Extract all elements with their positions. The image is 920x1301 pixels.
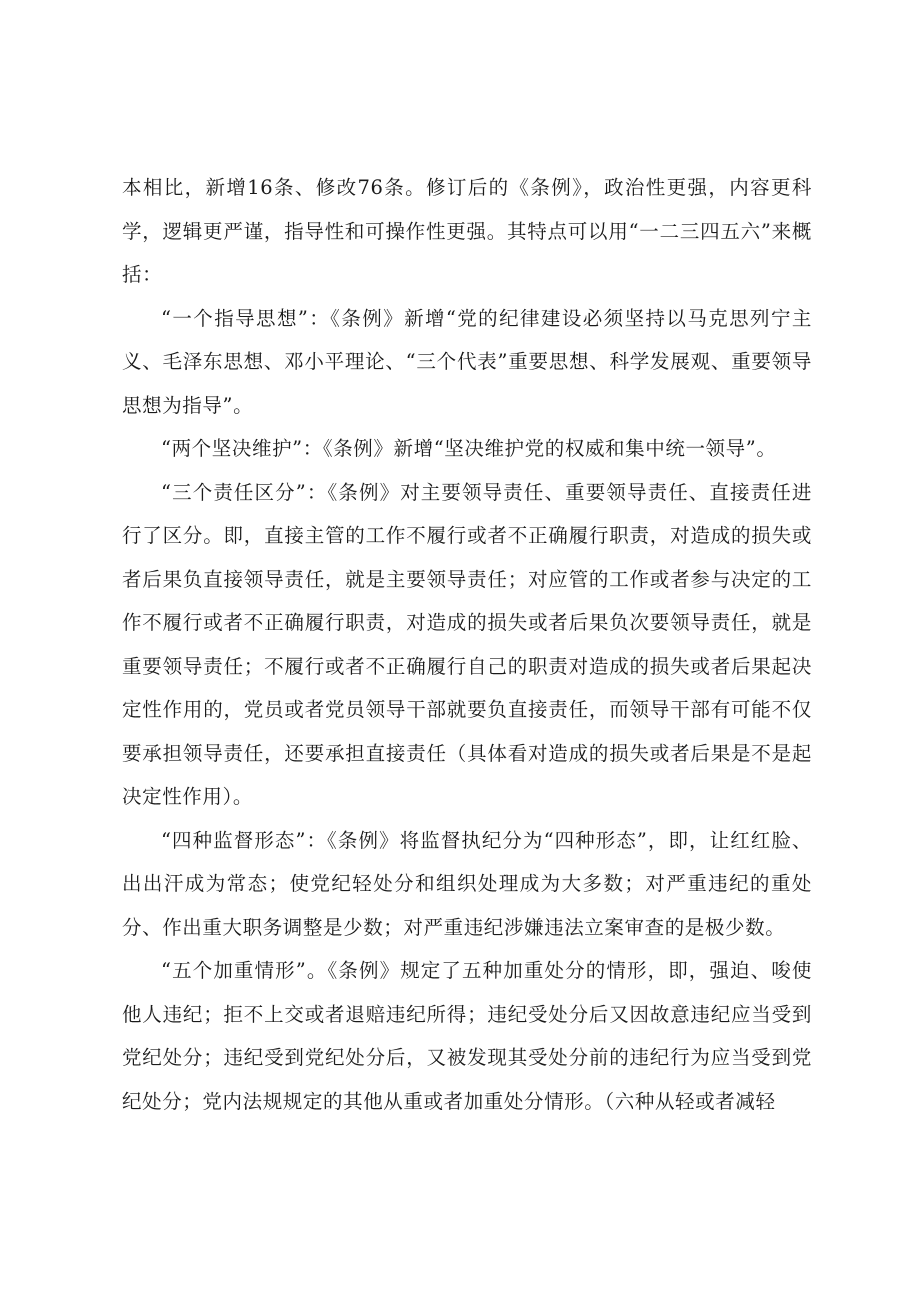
paragraph-four-forms: “四种监督形态”：《条例》将监督执纪分为“四种形态”，即，让红红脸、出出汗成为常态；使党纪轻处分和组织处理成为大多数；对严重违纪的重处分、作出重大职务调整是少数；对严重违纪涉嫌违法立案审查的是极少数。: [122, 828, 812, 939]
document-body: [122, 166, 812, 1123]
paragraph-five-aggravating: “五个加重情形”。《条例》规定了五种加重处分的情形，即，强迫、唆使他人违纪；拒不上交或者退赔违纪所得；违纪受处分后又因故意违纪应当受到党纪处分；违纪受到党纪处分后，又被发现其受处分前的违纪行为应当受到党纪处分；党内法规规定的其他从重或者加重处分情形。（六种从轻或者减轻: [122, 959, 812, 1113]
paragraph-two-upholds: “两个坚决维护”：《条例》新增“坚决维护党的权威和集中统一领导”。: [161, 437, 777, 460]
paragraph-continuation: 本相比，新增16条、修改76条。修订后的《条例》，政治性更强，内容更科学，逻辑更严谨，指导性和可操作性更强。其特点可以用“一二三四五六”来概括：: [122, 176, 812, 286]
paragraph-guiding-thought: “一个指导思想”：《条例》新增“党的纪律建设必须坚持以马克思列宁主义、毛泽东思想、邓小平理论、“三个代表”重要思想、科学发展观、重要领导思想为指导”。: [122, 306, 812, 417]
paragraph-three-responsibilities: “三个责任区分”：《条例》对主要领导责任、重要领导责任、直接责任进行了区分。即，直接主管的工作不履行或者不正确履行职责，对造成的损失或者后果负直接领导责任，就是主要领导责任；对应管的工作或者参与决定的工作不履行或者不正确履行职责，对造成的损失或者后果负次要领导责任，就是重要领导责任；不履行或者不正确履行自己的职责对造成的损失或者后果起决定性作用的，党员或者党员领导干部就要负直接责任，而领导干部有可能不仅要承担领导责任，还要承担直接责任（具体看对造成的损失或者后果是不是起决定性作用）。: [122, 480, 812, 808]
